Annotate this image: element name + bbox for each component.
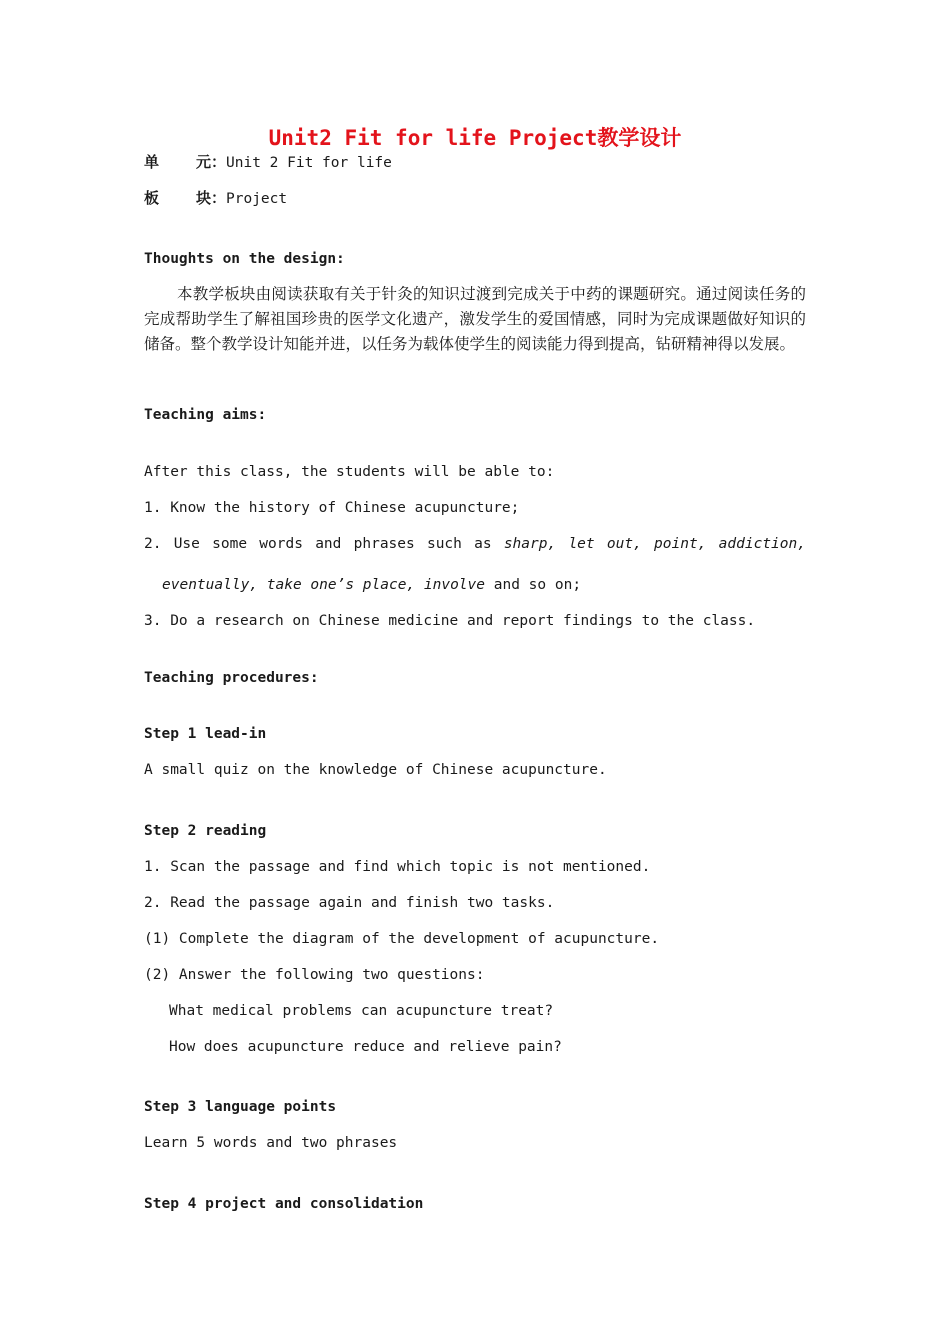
thoughts-heading: Thoughts on the design: xyxy=(144,251,345,267)
procedures-heading: Teaching procedures: xyxy=(144,670,319,686)
step2-question-2: How does acupuncture reduce and relieve pain? xyxy=(169,1039,562,1055)
aim-item-2 xyxy=(144,534,806,554)
step2-line-1: 1. Scan the passage and find which topic is not mentioned. xyxy=(144,859,651,875)
aim-item-3: 3. Do a research on Chinese medicine and report findings to the class. xyxy=(144,613,756,629)
aim2-word: some xyxy=(212,536,248,552)
unit-label: 单 元： xyxy=(144,153,227,171)
aim2-word: addiction, xyxy=(718,536,806,552)
aim2-word: as xyxy=(474,536,492,552)
step2-line-3: (1) Complete the diagram of the development of acupuncture. xyxy=(144,931,660,947)
aim-item-1: 1. Know the history of Chinese acupuncture; xyxy=(144,500,520,516)
aim2-word: 2. xyxy=(144,536,162,552)
aim2-word: sharp, xyxy=(503,536,557,552)
step1-heading: Step 1 lead-in xyxy=(144,726,267,742)
step2-question-1: What medical problems can acupuncture treat? xyxy=(169,1003,554,1019)
aim2-word: Use xyxy=(173,536,200,552)
aim2-word: point, xyxy=(654,536,707,552)
aim2-word: and xyxy=(315,536,342,552)
aim-item-2-continued: eventually, take one’s place, involve and so on; xyxy=(162,577,582,593)
aims-heading: Teaching aims: xyxy=(144,407,267,423)
document-title: Unit2 Fit for life Project教学设计 xyxy=(268,126,682,150)
aims-intro: After this class, the students will be able to: xyxy=(144,464,555,480)
section-value: Project xyxy=(226,191,288,207)
step1-text: A small quiz on the knowledge of Chinese acupuncture. xyxy=(144,762,607,778)
step4-heading: Step 4 project and consolidation xyxy=(144,1196,424,1212)
unit-row xyxy=(144,152,392,173)
aim2-word: such xyxy=(426,536,462,552)
thoughts-paragraph: 本教学板块由阅读获取有关于针灸的知识过渡到完成关于中药的课题研究。通过阅读任务的完成帮助学生了解祖国珍贵的医学文化遗产，激发学生的爱国情感，同时为完成课题做好知识的储备。整个教学设计知能并进，以任务为载体使学生的阅读能力得到提高，钻研精神得以发展。 xyxy=(144,285,806,353)
aim2-word: phrases xyxy=(353,536,415,552)
step2-heading: Step 2 reading xyxy=(144,823,267,839)
aim2-word: let xyxy=(568,536,595,552)
section-label: 板 块： xyxy=(144,189,227,207)
step2-line-4: (2) Answer the following two questions: xyxy=(144,967,485,983)
section-row xyxy=(144,188,287,209)
step2-line-2: 2. Read the passage again and finish two tasks. xyxy=(144,895,555,911)
aim2-word: out, xyxy=(606,536,642,552)
aim2-word: words xyxy=(259,536,303,552)
unit-value: Unit 2 Fit for life xyxy=(226,155,392,171)
step3-heading: Step 3 language points xyxy=(144,1099,337,1115)
step3-text: Learn 5 words and two phrases xyxy=(144,1135,398,1151)
